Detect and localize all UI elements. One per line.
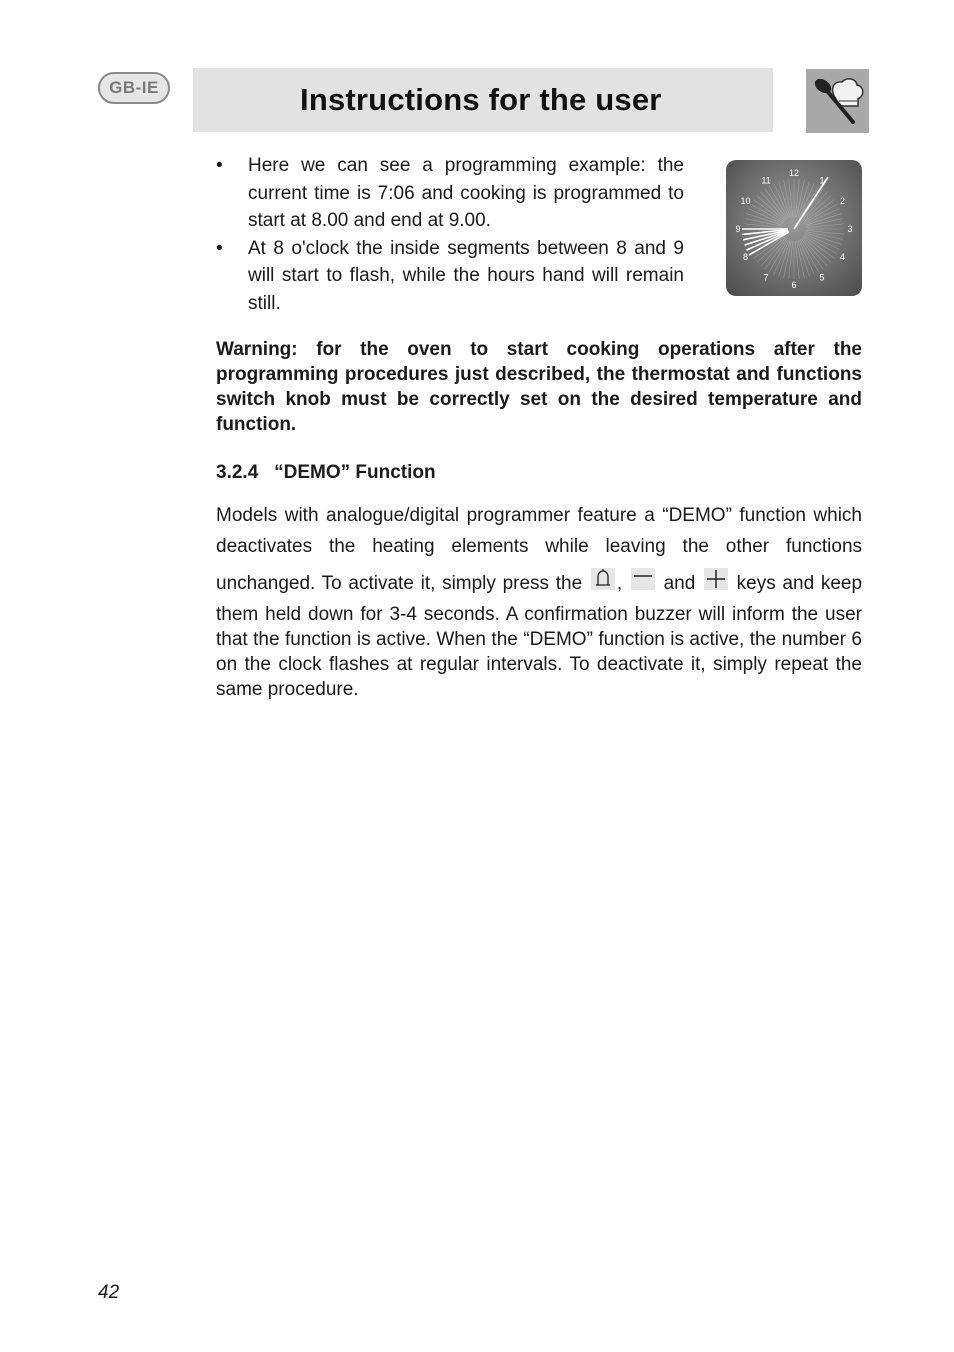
clock-number: 1: [819, 175, 825, 186]
minute-line: [784, 180, 792, 217]
minute-line: [745, 219, 782, 227]
page-title: Instructions for the user: [300, 82, 662, 117]
comma-text: ,: [616, 573, 623, 594]
clock-face: [726, 160, 862, 296]
minus-key-icon: [631, 568, 655, 590]
paragraph-line-2: functions unchanged. To activate it, simply press the: [216, 536, 863, 594]
clock-number: 10: [740, 196, 751, 206]
clock-number: 7: [763, 272, 769, 283]
minute-line: [789, 241, 793, 279]
clock-number: 6: [791, 280, 797, 290]
minute-line: [795, 241, 799, 279]
minute-line: [796, 241, 804, 278]
paragraph-line-1: Models with analogue/digital programmer feature a “DEMO” function which deactivates the heating elements while leaving the other: [216, 505, 862, 557]
clock-number: 12: [788, 168, 800, 178]
clock-number: 9: [735, 224, 741, 234]
clock-number: 4: [839, 252, 846, 262]
minute-line: [804, 236, 835, 258]
clock-number: 11: [761, 175, 771, 186]
minute-line: [806, 224, 844, 228]
minute-line: [754, 200, 785, 222]
header-bar: [193, 68, 773, 132]
minute-line: [806, 219, 843, 227]
minute-line: [806, 231, 843, 239]
chef-hat-spoon-icon: [806, 69, 869, 133]
minute-line: [784, 241, 792, 278]
plus-key-icon: [704, 568, 728, 590]
section-title: “DEMO” Function: [274, 462, 436, 483]
clock-number: 3: [847, 224, 853, 234]
page-number: 42: [98, 1282, 120, 1303]
demo-paragraph: [216, 503, 862, 702]
section-heading: [216, 462, 436, 484]
minute-line: [789, 179, 793, 217]
clock-number: 2: [839, 196, 846, 206]
programming-example-list: [216, 152, 684, 317]
minute-line: [804, 200, 835, 222]
warning-paragraph: Warning: for the oven to start cooking operations after the programming procedures just described, the thermostat and functions switch knob must be correctly set on the desired temperature and function.: [216, 339, 862, 435]
clock-number: 5: [819, 272, 825, 283]
minute-line: [795, 179, 799, 217]
paragraph-rest: keys and keep them held down for 3-4 seconds. A confirmation buzzer will inform the user that the function is active. When the “DEMO” function is active, the number 6 on the clock flashes at regular intervals. To deactivate it, simply repeat the same procedure.: [216, 573, 863, 700]
list-item: • At 8 o'clock the inside segments between 8 and 9 will start to flash, while the hours hand will remain still.: [216, 235, 684, 318]
minute-line: [801, 239, 823, 270]
bell-key-icon: [591, 568, 615, 590]
minute-line: [796, 180, 804, 217]
language-badge: GB-IE: [98, 72, 170, 104]
minute-line: [765, 189, 787, 220]
minute-line: [806, 230, 844, 234]
section-number: 3.2.4: [216, 462, 259, 483]
clock-number: 8: [742, 252, 749, 262]
clock-illustration: [726, 160, 862, 296]
and-text: and: [663, 573, 696, 594]
minute-line: [744, 224, 782, 228]
list-item: • Here we can see a programming example: the current time is 7:06 and cooking is programmed to start at 8.00 and end at 9.00.: [216, 152, 684, 235]
